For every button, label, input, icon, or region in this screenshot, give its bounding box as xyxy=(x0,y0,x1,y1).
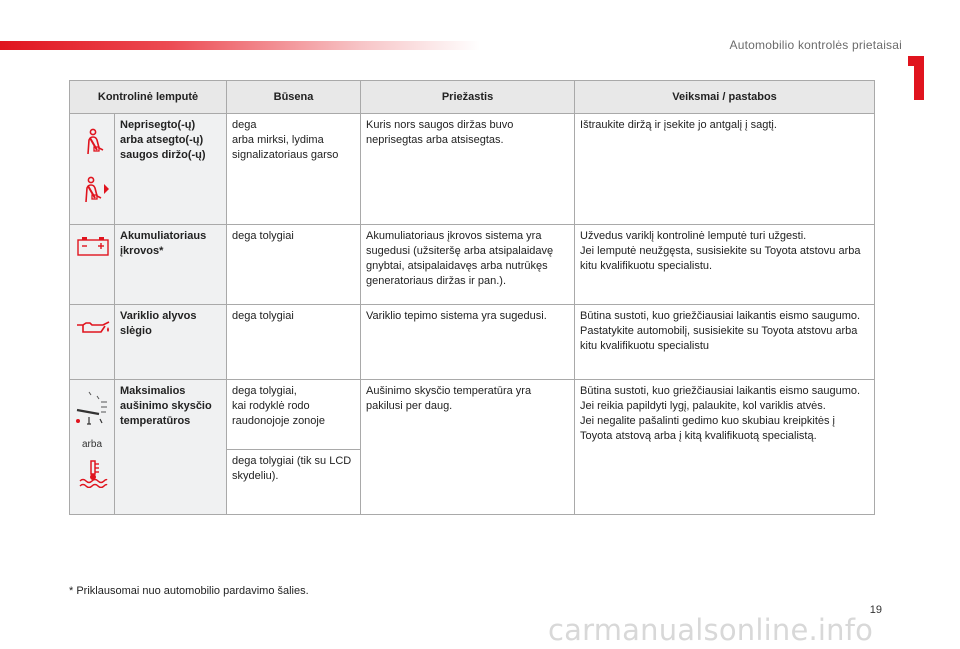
column-header: Kontrolinė lemputė xyxy=(70,81,227,114)
lamp-state: dega tolygiai xyxy=(227,225,361,305)
lamp-cause: Aušinimo skysčio temperatūra yra pakilusi per daug. xyxy=(361,380,575,515)
column-header: Būsena xyxy=(227,81,361,114)
warning-lights-table xyxy=(69,80,875,515)
footnote: * Priklausomai nuo automobilio pardavimo šalies. xyxy=(69,585,309,597)
column-header: Veiksmai / pastabos xyxy=(575,81,875,114)
header-accent-bar xyxy=(0,41,480,50)
watermark: carmanualsonline.info xyxy=(548,613,874,647)
table-row xyxy=(70,305,875,380)
lamp-state: dega tolygiai xyxy=(227,305,361,380)
lamp-state: dega arba mirksi, lydima signalizatoriaus garso xyxy=(227,114,361,225)
lamp-name: Variklio alyvos slėgio xyxy=(115,305,227,380)
oil-pressure-icon xyxy=(75,318,111,336)
icon-cell xyxy=(70,305,115,380)
table-row xyxy=(70,225,875,305)
table-row xyxy=(70,114,875,225)
chapter-number xyxy=(902,54,930,102)
icon-cell xyxy=(70,225,115,305)
lamp-cause: Akumuliatoriaus įkrovos sistema yra sugedusi (užsiteršę arba atsipalaidavę gnybtai, atsipalaidavęs arba nutrūkęs generatoriaus diržas ir pan.). xyxy=(361,225,575,305)
lamp-cause: Variklio tepimo sistema yra sugedusi. xyxy=(361,305,575,380)
seatbelt-warning-icon xyxy=(80,176,110,204)
table-header-row xyxy=(70,81,875,114)
page-number: 19 xyxy=(869,604,882,616)
lamp-action: Būtina sustoti, kuo griežčiausiai laikantis eismo saugumo. Jei reikia papildyti lygį, palaukite, kol variklis atvės. Jei negalite pašalinti gedimo kuo skubiau kreipkitės į Toyota atstovą arba į kitą kvalifikuotą specialistą. xyxy=(575,380,875,515)
lamp-name: Akumuliatoriaus įkrovos* xyxy=(115,225,227,305)
lamp-cause: Kuris nors saugos diržas buvo neprisegtas arba atsisegtas. xyxy=(361,114,575,225)
chapter-number-text: 1 xyxy=(902,54,903,55)
lamp-state: dega tolygiai (tik su LCD skydeliu). xyxy=(227,450,361,515)
coolant-temperature-icon xyxy=(78,460,108,488)
or-label: arba xyxy=(81,439,102,450)
lamp-action: Užvedus variklį kontrolinė lemputė turi užgesti. Jei lemputė neužgęsta, susisiekite su Toyota atstovu arba kitu kvalifikuotu specialistu. xyxy=(575,225,875,305)
column-header: Priežastis xyxy=(361,81,575,114)
lamp-action: Būtina sustoti, kuo griežčiausiai laikantis eismo saugumo. Pastatykite automobilį, susisiekite su Toyota atstovu arba kitu kvalifikuotu specialistu xyxy=(575,305,875,380)
icon-cell xyxy=(70,114,115,225)
table-row xyxy=(70,380,875,450)
lamp-action: Ištraukite diržą ir įsekite jo antgalį į sagtį. xyxy=(575,114,875,225)
lamp-name: Maksimalios aušinimo skysčio temperatūros xyxy=(115,380,227,515)
lamp-state: dega tolygiai, kai rodyklė rodo raudonojoje zonoje xyxy=(227,380,361,450)
icon-cell xyxy=(70,380,115,515)
seatbelt-warning-icon xyxy=(82,128,106,156)
temperature-gauge-icon xyxy=(73,390,113,428)
lamp-name: Neprisegto(-ų) arba atsegto(-ų) saugos diržo(-ų) xyxy=(115,114,227,225)
battery-charge-icon xyxy=(77,236,109,256)
chapter-title: Automobilio kontrolės prietaisai xyxy=(729,38,902,52)
